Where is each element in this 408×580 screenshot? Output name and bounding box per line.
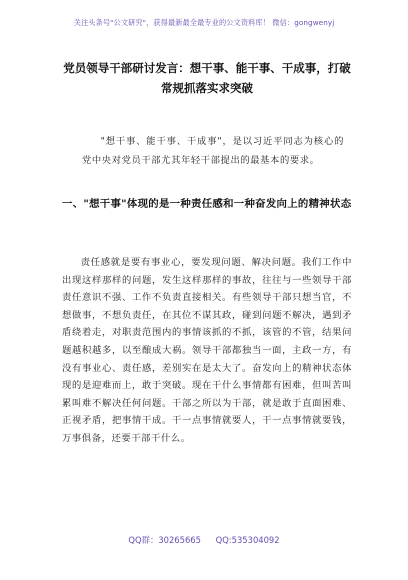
footer-qq: QQ:535304092 [215, 535, 280, 545]
document-title: 党员领导干部研讨发言：想干事、能干事、干成事，打破常规抓落实求突破 [63, 61, 351, 95]
top-banner: 关注头条号"公文研究"，获得最新最全最专业的公文资料库！ 微信：gongwenyj [73, 18, 335, 27]
intro-paragraph: "想干事、能干事、干成事"，是以习近平同志为核心的党中央对党员干部尤其年轻干部提出的最基本的要求。 [82, 136, 344, 166]
footer [0, 534, 408, 546]
footer-qq-group: QQ群：30265665 [128, 535, 201, 545]
section-heading: 一、"想干事"体现的是一种责任感和一种奋发向上的精神状态 [62, 198, 352, 210]
body-paragraph: 责任感就是要有事业心，要发现问题、解决问题。我们工作中出现这样那样的问题，发生这样那样的事故，往往与一些领导干部责任意识不强、工作不负责直接相关。有些领导干部只想当官，不想做事，不想负责任，在其位不谋其政，碰到问题不解决，遇到矛盾绕着走，对职责范围内的事情该抓的不抓，该管的不管，结果问题越积越多，以至酿成大祸。领导干部都独当一面，主政一方，有没有事业心、责任感，差别实在是太大了。奋发向上的精神状态体现的是迎难而上，敢于突破。现在干什么事情都有困难，但叫苦叫累叫难不解决任何问题。干部之所以为干部，就是敢于直面困难、正视矛盾，把事情干成。干一点事情就要人，干一点事情就要钱，万事俱备，还要干部干什么。 [62, 257, 352, 444]
